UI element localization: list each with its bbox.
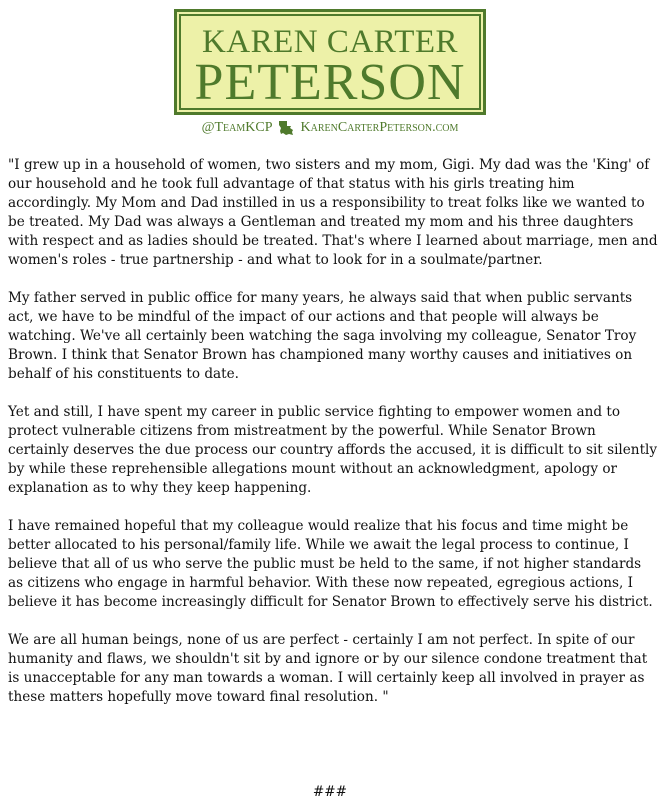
paragraph-4: I have remained hopeful that my colleague would realize that his focus and time might be better allocated to his personal/family life. While we await the legal process to continue, I believe that all of us who serve the public must be held to the same, if not higher standards as citizens who engage in harmful behavior. With these now repeated, egregious actions, I believe it has become increasingly difficult for Senator Brown to effectively serve his district. (8, 518, 653, 610)
logo-tagline (174, 120, 486, 136)
paragraph-3: Yet and still, I have spent my career in public service fighting to empower women and to protect vulnerable citizens from mistreatment by the powerful. While Senator Brown certainly deserves the due process our country affords the accused, it is difficult to sit silently by while these reprehensible allegations mount without an acknowledgment, apology or explanation as to why they keep happening. (8, 404, 658, 496)
paragraph-5: We are all human beings, none of us are perfect - certainly I am not perfect. In spite of our humanity and flaws, we shouldn't sit by and ignore or by our silence condone treatment that is unacceptable for any man towards a woman. I will certainly keep all involved in prayer as these matters hopefully move toward final resolution. " (8, 632, 648, 705)
logo-inner-panel (179, 14, 481, 110)
website-url: KarenCarterPeterson.com (300, 120, 459, 135)
statement-body (8, 156, 658, 726)
paragraph-2: My father served in public office for many years, he always said that when public servants act, we have to be mindful of the impact of our actions and that people will always be watching. We've all certainly been watching the saga involving my colleague, Senator Troy Brown. I think that Senator Brown has championed many worthy causes and initiatives on behalf of his constituents to date. (8, 290, 637, 382)
twitter-handle: @TeamKCP (201, 120, 273, 135)
logo-first-name: KAREN CARTER (201, 24, 459, 60)
paragraph-1: "I grew up in a household of women, two sisters and my mom, Gigi. My dad was the 'King' of our household and he took full advantage of that status with his girls treating him accordingly. My Mom and Dad instilled in us a responsibility to treat folks like we wanted to be treated. My Dad was always a Gentleman and treated my mom and his three daughters with respect and as ladies should be treated. That's where I learned about marriage, men and women's roles - true partnership - and what to look for in a soulmate/partner. (8, 157, 658, 268)
end-marker: ### (312, 784, 348, 800)
louisiana-state-icon (278, 120, 294, 136)
logo-last-name: PETERSON (194, 54, 466, 111)
campaign-logo (174, 9, 486, 115)
